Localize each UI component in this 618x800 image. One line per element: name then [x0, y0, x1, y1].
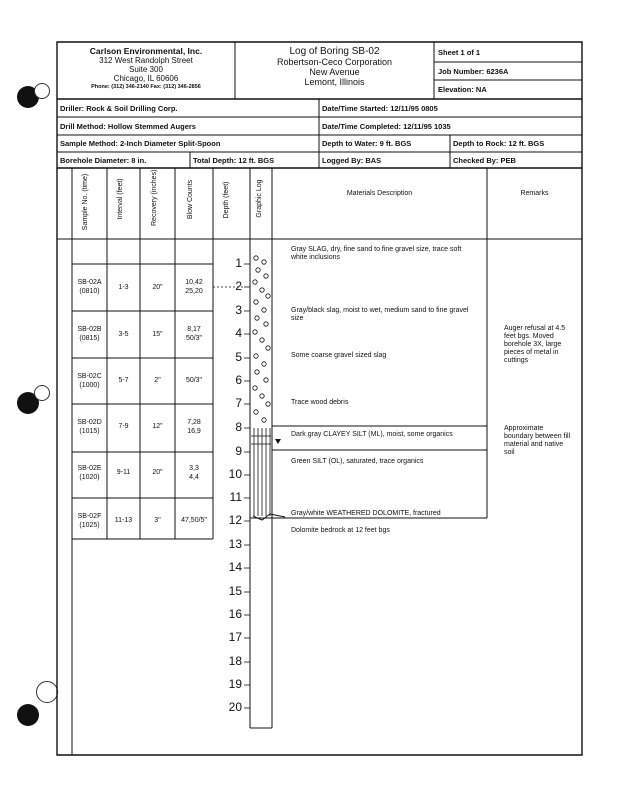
sheet-number: Sheet 1 of 1 — [438, 48, 481, 57]
material-description: Dark gray CLAYEY SILT (ML), moist, some organics — [291, 431, 453, 438]
company-address-1: 312 West Randolph Street — [99, 56, 193, 65]
depth-label: 5 — [235, 350, 242, 364]
depth-label: 12 — [228, 513, 242, 527]
sample-row — [72, 452, 213, 498]
sample-id: SB-02F — [77, 513, 102, 520]
company-address-2: Suite 300 — [129, 65, 163, 74]
depth-label: 13 — [228, 537, 242, 551]
sample-id: SB-02C — [77, 373, 102, 380]
sample-blows: 7,28 — [187, 419, 201, 426]
driller: Driller: Rock & Soil Drilling Corp. — [60, 104, 178, 113]
col-graphic-log: Graphic Log — [256, 179, 263, 218]
col-sample-no: Sample No. (time) — [82, 173, 89, 231]
boring-city: Lemont, Illinois — [304, 77, 365, 87]
boring-title: Log of Boring SB-02 — [289, 46, 380, 57]
sample-blows: 47,50/5" — [181, 517, 207, 524]
sample-time: (0810) — [79, 288, 100, 295]
depth-label: 17 — [228, 630, 242, 644]
sample-id: SB-02E — [77, 465, 102, 472]
depth-ticks — [244, 264, 250, 708]
sample-time: (0815) — [79, 335, 100, 342]
depth-label: 6 — [235, 373, 242, 387]
sample-recovery: 3" — [154, 517, 161, 524]
sample-blows: 50/3" — [185, 377, 203, 384]
graphic-log-slag — [253, 256, 270, 422]
depth-label: 10 — [228, 467, 242, 481]
material-description: Trace wood debris — [291, 399, 349, 406]
sample-interval: 9-11 — [116, 469, 131, 476]
depth-label: 2 — [235, 279, 242, 293]
depth-label: 3 — [235, 303, 242, 317]
depth-to-water: Depth to Water: 9 ft. BGS — [322, 139, 412, 148]
depth-label: 19 — [228, 677, 242, 691]
depth-label: 8 — [235, 420, 242, 434]
sample-recovery: 20" — [152, 284, 163, 291]
sample-recovery: 15" — [152, 331, 163, 338]
sample-recovery: 20" — [152, 469, 163, 476]
boring-street: New Avenue — [309, 67, 360, 77]
company-block — [57, 46, 235, 90]
sample-recovery: 12" — [152, 423, 163, 430]
date-completed: Date/Time Completed: 12/11/95 1035 — [322, 122, 451, 131]
sample-method: Sample Method: 2-Inch Diameter Split-Spoon — [60, 139, 221, 148]
sample-id: SB-02B — [77, 326, 102, 333]
depth-label: 9 — [235, 444, 242, 458]
depth-label: 18 — [228, 654, 242, 668]
elevation: Elevation: NA — [438, 85, 487, 94]
sample-row — [72, 358, 213, 404]
sample-id: SB-02A — [77, 279, 102, 286]
sample-row — [72, 498, 213, 539]
sample-blows: 8,17 — [187, 326, 201, 333]
material-description: Some coarse gravel sized slag — [291, 352, 387, 359]
borehole-diameter: Borehole Diameter: 8 in. — [60, 156, 147, 165]
sample-time: (1020) — [79, 474, 100, 481]
depth-label: 20 — [228, 700, 242, 714]
sample-interval: 7-9 — [118, 423, 129, 430]
sample-interval: 3-5 — [118, 331, 129, 338]
depth-label: 1 — [235, 256, 242, 270]
material-description: Gray SLAG, dry, fine sand to fine gravel size, trace soft white inclusions — [291, 246, 462, 261]
col-blow-counts: Blow Counts — [187, 179, 194, 220]
checked-by: Checked By: PEB — [453, 156, 516, 165]
company-name: Carlson Environmental, Inc. — [89, 46, 203, 56]
col-interval: Interval (feet) — [117, 178, 124, 220]
graphic-log-silt — [251, 428, 271, 516]
job-number: Job Number: 6236A — [438, 67, 509, 76]
sample-time: (1025) — [79, 522, 100, 529]
sample-id: SB-02D — [77, 419, 102, 426]
water-level-marker — [275, 439, 281, 444]
drill-method: Drill Method: Hollow Stemmed Augers — [60, 122, 196, 131]
total-depth: Total Depth: 12 ft. BGS — [193, 156, 275, 165]
depth-label: 7 — [235, 396, 242, 410]
col-recovery: Recovery (inches) — [151, 169, 158, 226]
material-description: Green SILT (OL), saturated, trace organics — [291, 458, 424, 465]
sample-blows: 16,9 — [187, 428, 201, 435]
sample-interval: 5-7 — [118, 377, 129, 384]
sample-blows: 10,42 — [185, 279, 203, 286]
sample-interval: 11-13 — [114, 517, 133, 524]
col-remarks: Remarks — [520, 190, 549, 197]
sample-time: (1015) — [79, 428, 100, 435]
sample-row — [72, 311, 213, 358]
depth-label: 4 — [235, 326, 242, 340]
company-phone: Phone: (312) 346-2140 Fax: (312) 346-2856 — [91, 84, 201, 90]
depth-label: 11 — [229, 490, 242, 504]
boring-block — [235, 46, 434, 87]
company-city: Chicago, IL 60606 — [113, 74, 179, 83]
remark: Auger refusal at 4.5 feet bgs. Moved borehole 3X, large pieces of metal in cuttings — [504, 325, 566, 364]
sample-blows: 50/3" — [185, 335, 203, 342]
logged-by: Logged By: BAS — [322, 156, 382, 165]
col-materials: Materials Description — [346, 190, 413, 197]
depth-label: 15 — [228, 584, 242, 598]
depth-label: 16 — [228, 607, 242, 621]
sample-blows: 25,20 — [185, 288, 203, 295]
sample-row — [72, 264, 213, 311]
material-description: Dolomite bedrock at 12 feet bgs — [291, 527, 390, 534]
date-started: Date/Time Started: 12/11/95 0805 — [322, 104, 438, 113]
sample-row — [72, 404, 213, 452]
col-depth: Depth (feet) — [223, 181, 230, 219]
sample-blows: 3,3 — [189, 465, 199, 472]
sample-interval: 1-3 — [118, 284, 129, 291]
boring-client: Robertson-Ceco Corporation — [276, 57, 393, 67]
remark: Approximate boundary between fill material and native soil — [504, 425, 571, 456]
material-description: Gray/black slag, moist to wet, medium sand to fine gravel size — [291, 307, 469, 322]
material-description: Gray/white WEATHERED DOLOMITE, fractured — [291, 510, 441, 517]
depth-to-rock: Depth to Rock: 12 ft. BGS — [453, 139, 545, 148]
sample-recovery: 2" — [154, 377, 161, 384]
depth-label: 14 — [228, 560, 242, 574]
sample-blows: 4,4 — [189, 474, 199, 481]
sample-time: (1000) — [79, 382, 100, 389]
